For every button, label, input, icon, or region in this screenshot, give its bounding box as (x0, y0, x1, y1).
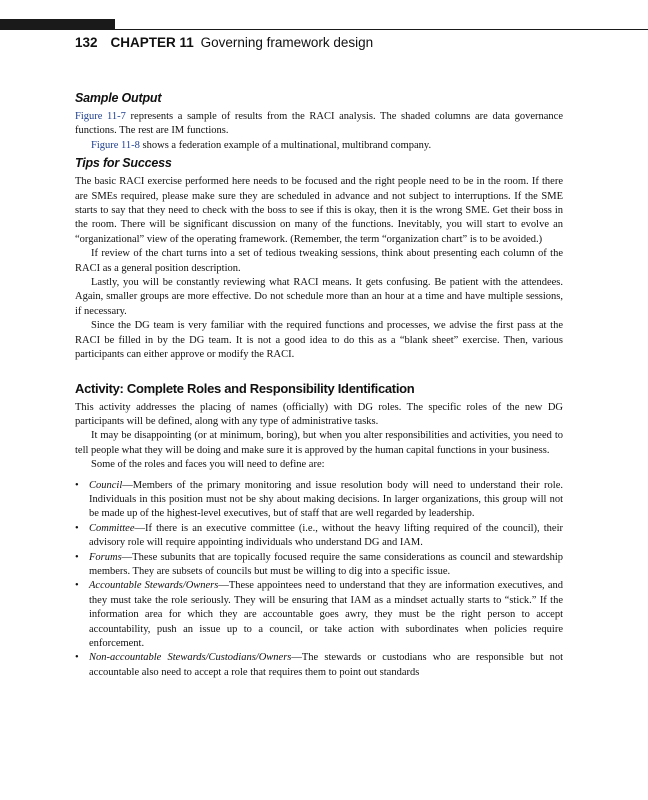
figure-11-8-link[interactable]: Figure 11-8 (91, 139, 140, 151)
header-rule (0, 29, 648, 30)
list-item: • Committee—If there is an executive committee (i.e., without the heavy lifting required of the council), their advisory role will require appointing individuals who understand DG and IAM. (75, 522, 563, 551)
activity-paragraph: This activity addresses the placing of names (officially) with DG roles. The specific roles of the new DG participants will be defined, along with any type of administrative tasks. (75, 401, 563, 427)
tips-heading: Tips for Success (75, 156, 172, 171)
roles-list (75, 479, 563, 681)
figure-11-7-link[interactable]: Figure 11-7 (75, 111, 126, 122)
page-content (75, 90, 563, 680)
list-item-term: Forums (89, 551, 122, 563)
chapter-title: Governing framework design (200, 35, 374, 50)
list-item-term: Council (89, 479, 123, 491)
sample-output-heading: Sample Output (75, 91, 162, 105)
activity-heading: Activity: Complete Roles and Responsibility Identification (75, 380, 415, 396)
tips-paragraph: Lastly, you will be constantly reviewing what RACI means. It gets confusing. Be patient with the attendees. Again, smaller groups are more effective. Do not schedule more than an hour at a time and have multiple sessions, if necessary. (75, 277, 563, 317)
list-item: • Accountable Stewards/Owners—These appointees need to understand that they are information executives, and they must take the role seriously. They will be ensuring that IAM as a mindset actually starts to “stick.” If the information area for which they are accountable goes awry, they must be the right person to accept accountability, push an issue up to a council, or take action with subordinates when policies require enforcement. (75, 579, 563, 651)
chapter-label: CHAPTER 11 (110, 35, 194, 50)
list-item-term: Accountable Stewards/Owners (89, 580, 219, 592)
list-item-term: Non-accountable Stewards/Custodians/Owners (89, 652, 292, 664)
tips-paragraph: Since the DG team is very familiar with the required functions and processes, we advise the first pass at the RACI be filled in by the DG team. It is not a good idea to do this as a “blank sheet” exercise. Then, various participants can either approve or modify the RACI. (75, 320, 563, 361)
sample-output-paragraph-1: Figure 11-7 represents a sample of results from the RACI analysis. The shaded columns are data governance functions. The rest are IM functions. (75, 111, 563, 137)
list-item: • Council—Members of the primary monitoring and issue resolution body will need to understand their role. Individuals in this position must not be shy about making decisions. In larger organizations, this group will not be made up of the highest-level executives, but of staff that are well regarded by leadership. (75, 479, 563, 522)
list-item: • Non-accountable Stewards/Custodians/Owners—The stewards or custodians who are responsible but not accountable also need to accept a role that requires them to point out standards (75, 651, 563, 680)
list-item: • Forums—These subunits that are topically focused require the same considerations as council and stewardship members. They are subsets of councils but must be willing to dig into a specific issue. (75, 551, 563, 580)
page-number: 132 (75, 35, 98, 50)
activity-paragraph: It may be disappointing (or at minimum, boring), but when you alter responsibilities and activities, you need to tell people what they will be doing and make sure it is approved by the human capital functions in your business. (75, 430, 563, 456)
activity-paragraph: Some of the roles and faces you will need to define are: (91, 459, 325, 471)
tips-paragraph: The basic RACI exercise performed here needs to be focused and the right people need to be in the room. If there are SMEs required, please make sure they are scheduled in advance and not subject to interruptions. If the SME starts to say that they need to check with the boss to see if this is okay, then it is the wrong SME. Get their boss in the room. There will be significant discussion on many of the functions. Inevitably, you will start to evolve an “organizational” view of the operating framework. (Remember, the term “organization chart” is to be avoided.) (75, 176, 563, 245)
list-item-term: Committee (89, 522, 135, 534)
sample-output-paragraph-2: Figure 11-8 shows a federation example of a multinational, multibrand company. (91, 139, 432, 151)
tips-paragraph: If review of the chart turns into a set of tedious tweaking sessions, think about presenting each column of the RACI as a general position description. (75, 248, 563, 274)
header-bar (0, 19, 115, 29)
running-header (75, 35, 373, 50)
